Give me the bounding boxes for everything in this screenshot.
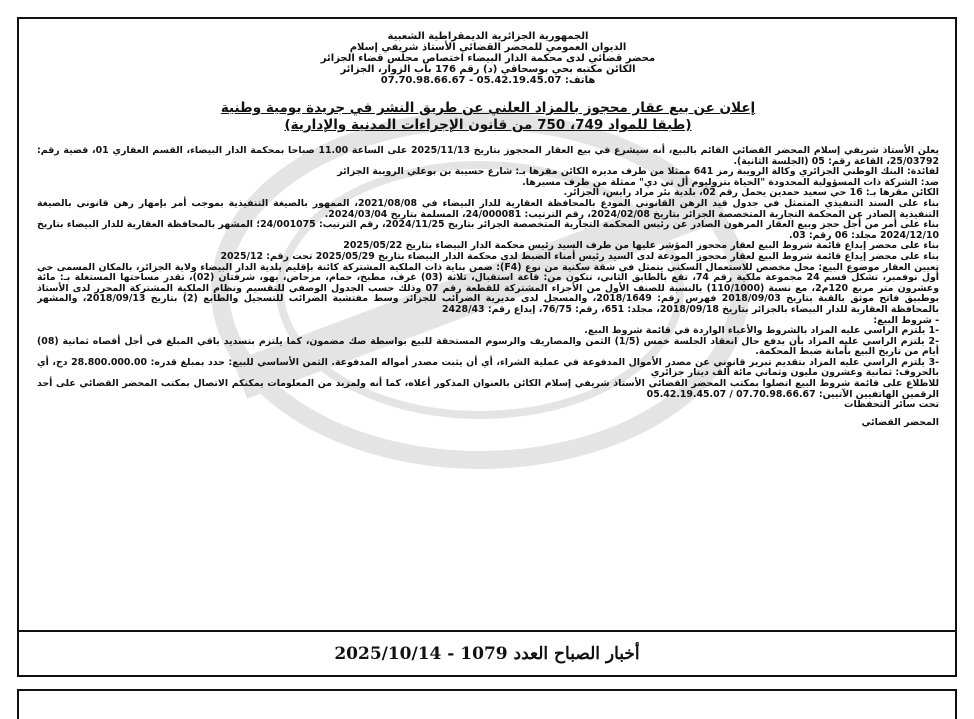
body-paragraph: -3 يلتزم الراسي عليه المزاد بتقديم تبرير قانوني عن مصدر الأموال المدفوعة في عملية الشراء، أي أن يثبت مصدر أمواله المدفوعة. الثمن الأساسي للبيع: حدد بمبلغ قدره: 28.800.000.00 دج، أي بالحروف: ثمانية وعشرون مليون وثماني مائة ألف دينار جزائري: [37, 356, 939, 379]
header-office: الديوان العمومي للمحضر القضائي الأستاذ شريفي إسلام: [349, 42, 627, 53]
newspaper-issue: أخبار الصباح العدد 1079 -: [447, 644, 640, 664]
title-line-1: إعلان عن بيع عقار محجوز بالمزاد العلني عن طريق النشر في جريدة يومية وطنية: [220, 100, 756, 116]
header-court: محضر قضائي لدى محكمة الدار البيضاء اختصاص مجلس قضاء الجزائر: [320, 53, 656, 64]
body-paragraph: تحت سائر التحفظات: [844, 399, 939, 411]
body-paragraph: - شروط البيع:: [873, 314, 939, 326]
announcement-frame: [17, 17, 957, 677]
body-paragraph: بناء على السند التنفيذي المتمثل في جدول قيد الرهن القانوني المودع بالمحافظة العقارية للدار البيضاء في 2021/08/08، الممهور بالصيغة التنفيذية بموجب أمر بإمهار رهن قانوني بالصيغة التنفيذية الصادر عن المحكمة التجارية المتخصصة الجزائر بتاريخ 2024/02/08، رقم الترتيب: 24/000081، المسلمة بتاريخ 2024/03/04.: [37, 197, 939, 220]
body-paragraph: -2 يلتزم الراسي عليه المزاد بأن يدفع حال انعقاد الجلسة خمس (1/5) الثمن والمصاريف والرسوم المستحقة للبيع بواسطة صك مضمون، كما يلتزم بتسديد باقي المبلغ في أجل أقصاه ثمانية (08) أيام من تاريخ البيع بأمانة ضبط المحكمة.: [37, 335, 939, 358]
bailiff-signature-label: المحضر القضائي: [861, 416, 939, 428]
body-paragraph: يعلن الأستاذ شريفي إسلام المحضر القضائي القائم بالبيع، أنه سيشرع في بيع العقار المحجوز بتاريخ 2025/11/13 على الساعة 11.00 صباحا بمحكمة الدار البيضاء، القسم العقاري 01، قضية رقم: 25/03792، القاعة رقم: 05 (الجلسة الثانية).: [37, 145, 939, 167]
body-paragraph: للاطلاع على قائمة شروط البيع اتصلوا بمكتب المحضر القضائي الأستاذ شريفي إسلام الكائن بالعنوان المذكور أعلاه، كما أنه ولمزيد من المعلومات يمكنكم الاتصال بمكتب المحضر القضائي على أحد الرقمين الهاتفيين الآتيين: 07.70.98.66.67 / 05.42.19.45.07: [37, 378, 939, 400]
announcement-content: [37, 21, 939, 633]
newspaper-date: 2025/10/14: [334, 644, 442, 664]
header-address: الكائن مكتبه بحي بوسحاقي (د) رقم 176 باب الزوار، الجزائر: [340, 64, 636, 75]
header-phone: هاتف: 05.42.19.45.07 - 07.70.98.66.67: [380, 75, 596, 86]
body-paragraph: بناء على أمر من أجل حجز وبيع العقار المرهون الصادر عن رئيس المحكمة التجارية المتخصصة الجزائر بتاريخ 2024/11/25، رقم الترتيب: 24/001075؛ المشهر بالمحافظة العقارية للدار البيضاء بتاريخ 2024/12/10 مجلد: 06 رقم: 03.: [37, 219, 939, 241]
body-paragraph: بناء على محضر إيداع قائمة شروط البيع لعقار محجوز المؤشر عليها من طرف السيد رئيس محكمة الدار البيضاء بتاريخ 2025/05/22: [343, 240, 939, 252]
footer-divider: [19, 630, 955, 632]
announcement-body: [37, 146, 939, 411]
body-paragraph: ضد: الشركة ذات المسؤولية المحدودة "الحياة بتروليوم أل تي دي" ممثلة من طرف مسيرها.: [522, 176, 939, 188]
newspaper-footer: [19, 635, 955, 673]
body-paragraph: الكائن مقرها بـ: 16 حي سعيد حمدين يحمل رقم 02، بلدية بئر مراد رايس، الجزائر.: [563, 187, 939, 199]
header-republic: الجمهورية الجزائرية الديمقراطية الشعبية: [387, 31, 589, 42]
next-announcement-frame: [17, 689, 957, 719]
title-line-2: (طبقا للمواد 749، 750 من قانون الإجراءات المدنية والإدارية): [284, 117, 692, 133]
body-paragraph: لفائدة: البنك الوطني الجزائري وكالة الرويبة رمز 641 ممثلا من طرف مديره الكائن مقرها بـ: شارع حسيبة بن بوعلي الرويبة الجزائر: [337, 166, 939, 178]
office-header: [37, 31, 939, 86]
body-paragraph: تعيين العقار موضوع البيع: محل مخصص للاستعمال السكني يتمثل في شقة سكنية من نوع (F4): ضمن بناية ذات الملكية المشتركة كائنة بإقليم بلدية الدار البيضاء ولاية الجزائر، بالمكان المسمى حي أول نوفمبر، تشكل قسم 24 مجموعة ملكية رقم 74، تقع بالطابق الثاني، تتكون من: قاعة استقبال، ثلاثة (03) غرف، مطبخ، حمام، مرحاض، بهو، شرفتان (02)، تقدر مساحتها المستغلة بـ: مائة وعشرون متر مربع 120م2، مع نسبة (110/1000) بالنسبة للصنف الأول من الأجزاء المشتركة للقطعة رقم 07 وذلك حسب الجدول الوصفي للتقسيم ونظام الملكية المشتركة المحرر لدى الأستاذ بوطبيق فاتح موثق بالقبة بتاريخ 2018/09/03 فهرس رقم: 2018/1649، والمسجل لدى مديرية الضرائب للجزائر وسط مفتشية الضرائب للتسجيل والطابع (2) بتاريخ 2018/09/13، والمشهر بالمحافظة العقارية للدار البيضاء بالجزائر بتاريخ 2018/09/18، مجلد: 651، رقم: 76/75، إيداع رقم: 2428/43: [37, 261, 939, 315]
body-paragraph: -1 يلتزم الراسي عليه المزاد بالشروط والأعباء الواردة في قائمة شروط البيع.: [584, 325, 939, 337]
body-paragraph: بناء على محضر إيداع قائمة شروط البيع لعقار محجوز المودعة لدى السيد رئيس أمناء الضبط لدى محكمة الدار البيضاء بتاريخ 2025/05/29 تحت رقم: 2025/12: [220, 250, 939, 262]
announcement-title: [37, 100, 939, 134]
